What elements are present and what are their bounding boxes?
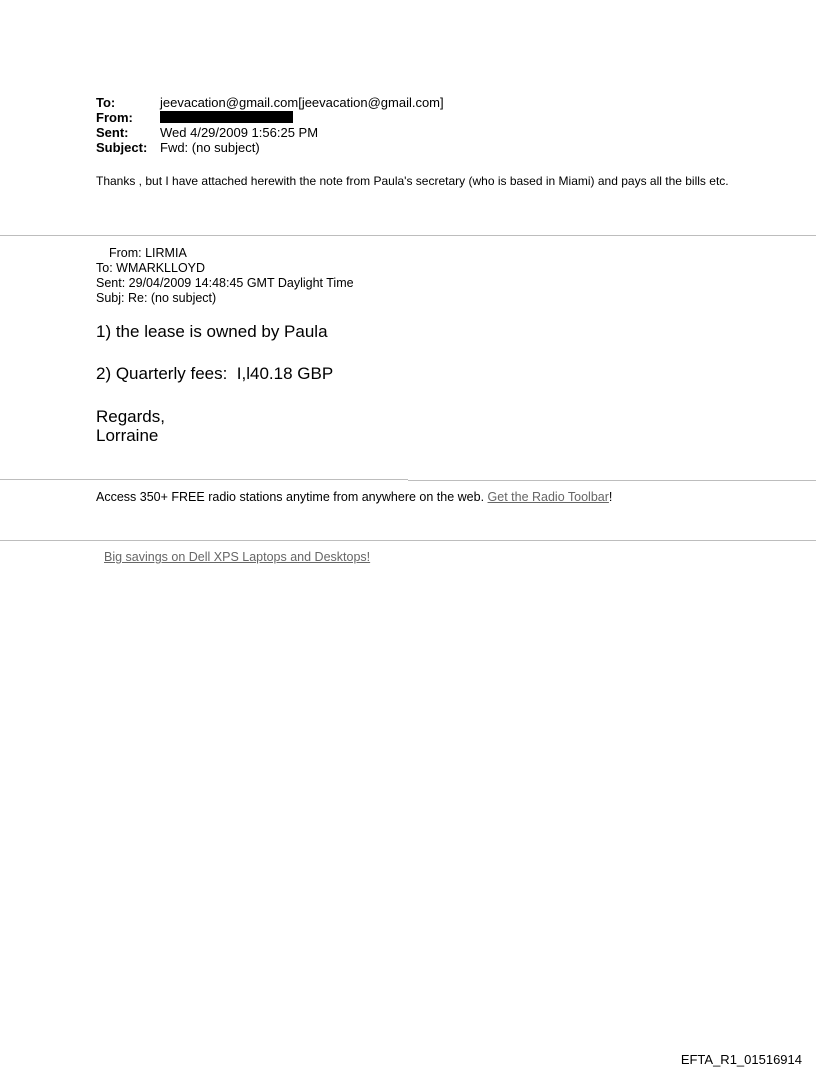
radio-toolbar-link[interactable]: Get the Radio Toolbar [487, 490, 609, 504]
to-row [96, 95, 736, 110]
from-label: From: [96, 110, 133, 125]
subject-row [96, 140, 736, 155]
forwarded-sent: Sent: 29/04/2009 14:48:45 GMT Daylight Time [96, 276, 354, 290]
radio-promo-text: Access 350+ FREE radio stations anytime from anywhere on the web. [96, 490, 485, 504]
body-line-1: 1) the lease is owned by Paula [96, 322, 328, 341]
sent-value: Wed 4/29/2009 1:56:25 PM [160, 125, 319, 140]
divider-bottom [0, 540, 816, 541]
forwarded-meta [96, 246, 354, 306]
divider-mid-left [0, 479, 408, 480]
body-line-2: 2) Quarterly fees: I,l40.18 GBP [96, 364, 334, 383]
redaction-bar [160, 111, 293, 123]
radio-promo-suffix: ! [608, 490, 613, 504]
divider-mid-right [408, 480, 816, 481]
intro-text: Thanks , but I have attached herewith the note from Paula's secretary (who is based in Miami) and pays all the bills etc. [96, 174, 729, 188]
radio-promo [96, 490, 612, 505]
from-value [160, 110, 736, 125]
forwarded-to: To: WMARKLLOYD [96, 261, 206, 275]
subject-value: Fwd: (no subject) [160, 140, 260, 155]
email-header [96, 95, 736, 155]
to-label: To: [96, 95, 116, 110]
from-row [96, 110, 736, 125]
document-id: EFTA_R1_01516914 [680, 1052, 802, 1067]
subject-label: Subject: [96, 140, 148, 155]
to-value: jeevacation@gmail.com[jeevacation@gmail.com] [160, 95, 444, 110]
sent-row [96, 125, 736, 140]
divider-top [0, 235, 816, 236]
forwarded-subj: Subj: Re: (no subject) [96, 291, 217, 305]
dell-promo-link[interactable]: Big savings on Dell XPS Laptops and Desktops! [104, 550, 371, 564]
dell-promo [104, 550, 370, 565]
signature-line: Lorraine [96, 426, 159, 445]
sent-label: Sent: [96, 125, 129, 140]
regards-line: Regards, [96, 407, 165, 426]
forwarded-from: From: LIRMIA [109, 246, 187, 260]
